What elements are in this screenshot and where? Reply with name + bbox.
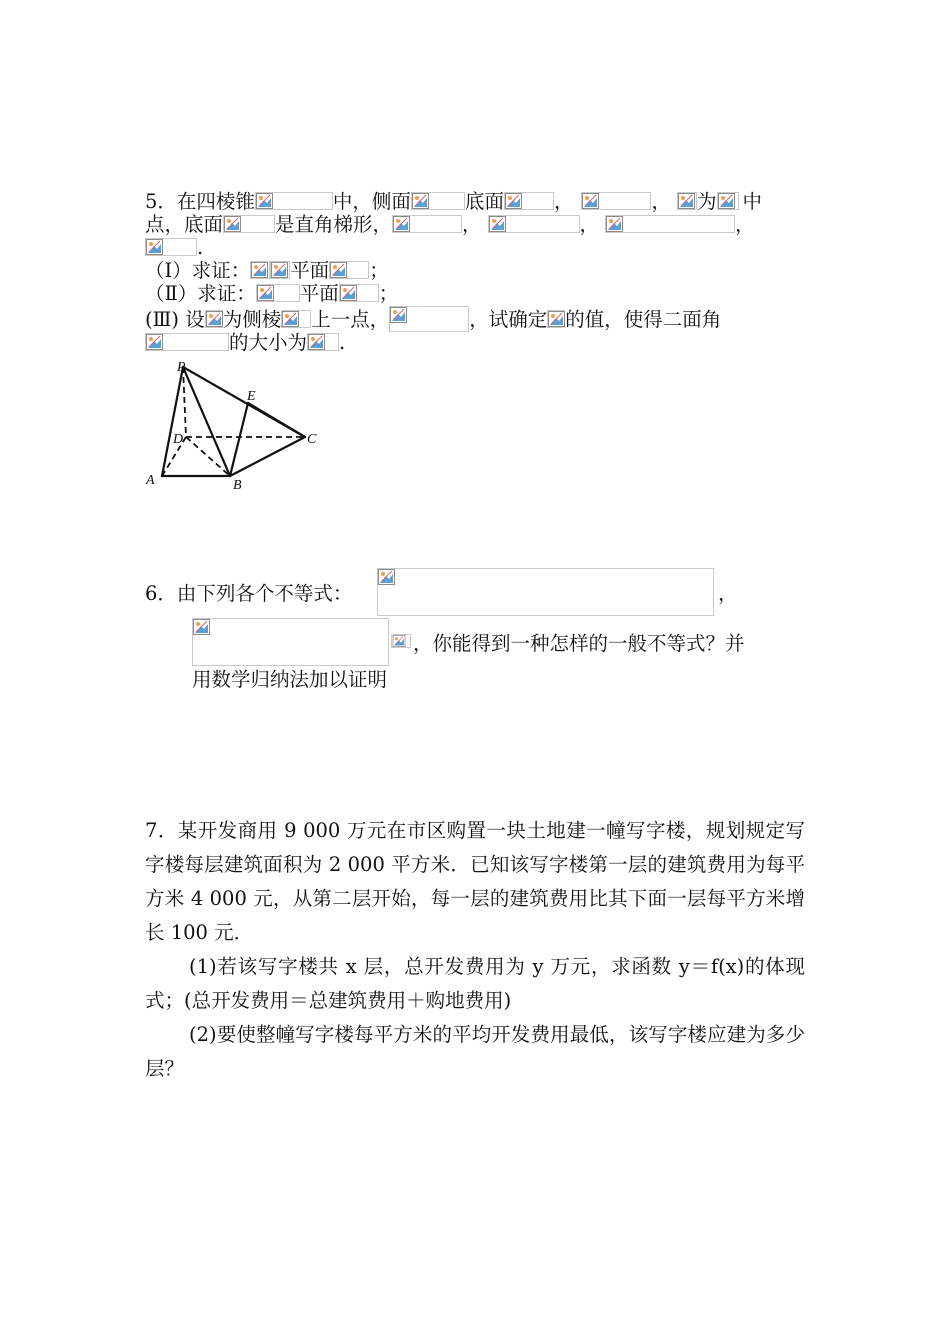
formula-image xyxy=(339,284,379,302)
broken-image-icon xyxy=(412,193,429,209)
formula-image xyxy=(270,261,290,279)
formula-image xyxy=(717,192,739,210)
problem6-line1 xyxy=(145,582,352,606)
label-P: P xyxy=(177,360,186,375)
formula-image xyxy=(192,618,389,666)
text: 中 xyxy=(742,190,763,213)
label-B: B xyxy=(233,478,242,493)
pyramid-figure xyxy=(140,355,330,495)
label-A: A xyxy=(146,473,155,488)
text: 的大小为 xyxy=(229,331,308,354)
formula-image xyxy=(281,310,311,328)
formula-image xyxy=(223,215,275,233)
text: ， xyxy=(735,213,755,236)
formula-image xyxy=(377,568,714,616)
broken-image-icon xyxy=(392,635,406,647)
problem5-part1 xyxy=(145,259,389,283)
text: ， xyxy=(553,190,574,213)
text: ，你能得到一种怎样的一般不等式？并 xyxy=(413,632,745,655)
broken-image-icon xyxy=(146,239,163,255)
formula-image xyxy=(145,333,229,351)
broken-image-icon xyxy=(146,334,163,350)
text: ； xyxy=(369,259,389,282)
text: 底面 xyxy=(464,190,504,213)
problem6-line3 xyxy=(192,668,387,692)
broken-image-icon xyxy=(256,193,273,209)
formula-image xyxy=(389,306,469,332)
text: . xyxy=(197,236,204,259)
broken-image-icon xyxy=(257,285,274,301)
broken-image-icon xyxy=(378,569,395,585)
formula-image xyxy=(605,215,735,233)
formula-image xyxy=(205,310,223,328)
problem5-line1 xyxy=(145,190,762,214)
text: 平面 xyxy=(299,282,339,305)
text: ， xyxy=(651,190,671,213)
broken-image-icon xyxy=(271,262,288,278)
broken-image-icon xyxy=(308,334,325,350)
broken-image-icon xyxy=(193,619,210,635)
broken-image-icon xyxy=(390,307,407,323)
formula-image xyxy=(581,192,651,210)
problem5-line2 xyxy=(145,213,755,237)
text: ，试确定 xyxy=(469,308,548,331)
label-E: E xyxy=(247,389,256,404)
text: ； xyxy=(378,282,399,305)
formula-image xyxy=(391,634,411,648)
broken-image-icon xyxy=(582,193,599,209)
problem7-p3: (2)要使整幢写字楼每平方米的平均开发费用最低，该写字楼应建为多少层？ xyxy=(145,1023,805,1080)
broken-image-icon xyxy=(606,216,623,232)
formula-image xyxy=(392,215,462,233)
text: 5．在四棱锥 xyxy=(145,190,255,213)
formula-image xyxy=(250,261,270,279)
broken-image-icon xyxy=(206,311,223,327)
text: ， xyxy=(579,213,600,236)
formula-image xyxy=(547,310,565,328)
formula-image xyxy=(488,215,580,233)
text: 用数学归纳法加以证明 xyxy=(192,668,388,691)
broken-image-icon xyxy=(718,193,735,209)
problem5-part3 xyxy=(145,306,721,332)
broken-image-icon xyxy=(393,216,410,232)
formula-image xyxy=(256,284,300,302)
problem5-part3b xyxy=(145,331,345,355)
broken-image-icon xyxy=(282,311,299,327)
label-C: C xyxy=(307,432,317,447)
text: 中，侧面 xyxy=(332,190,411,213)
text: （Ⅱ）求证： xyxy=(145,282,256,305)
broken-image-icon xyxy=(251,262,268,278)
problem5-part2 xyxy=(145,282,398,306)
text: ， xyxy=(462,213,482,236)
text: 是直角梯形， xyxy=(275,213,393,236)
broken-image-icon xyxy=(678,193,695,209)
text: 为侧棱 xyxy=(222,308,282,331)
problem5-line3 xyxy=(145,236,203,260)
formula-image xyxy=(677,192,697,210)
text: 为 xyxy=(696,190,717,213)
formula-image xyxy=(504,192,554,210)
broken-image-icon xyxy=(224,216,241,232)
text: （Ⅰ）求证： xyxy=(145,259,251,282)
problem7-p1: 7．某开发商用 9 000 万元在市区购置一块土地建一幢写字楼，规划规定写字楼每层建筑面积为 2 000 平方米．已知该写字楼第一层的建筑费用为每平方米 4 000 元，从第二层开始，每一层的建筑费用比其下面一层每平方米增长 100 元． xyxy=(145,819,805,944)
text: 的值，使得二面角 xyxy=(565,308,722,331)
formula-image xyxy=(411,192,465,210)
problem6-line2 xyxy=(413,632,745,656)
label-D: D xyxy=(173,432,184,447)
broken-image-icon xyxy=(330,262,347,278)
formula-image xyxy=(307,333,339,351)
text: . xyxy=(339,331,346,354)
broken-image-icon xyxy=(505,193,522,209)
text: 上一点， xyxy=(311,308,390,331)
broken-image-icon xyxy=(489,216,506,232)
formula-image xyxy=(329,261,369,279)
problem7-p2: (1)若该写字楼共 x 层，总开发费用为 y 万元，求函数 y＝f(x)的体现式；(总开发费用＝总建筑费用＋购地费用) xyxy=(145,955,805,1012)
text: ， xyxy=(718,582,738,605)
text: (Ⅲ) 设 xyxy=(145,308,205,331)
text: 6．由下列各个不等式： xyxy=(145,582,353,605)
broken-image-icon xyxy=(340,285,357,301)
formula-image xyxy=(255,192,333,210)
problem6-comma xyxy=(718,582,738,606)
text: 平面 xyxy=(290,259,330,282)
broken-image-icon xyxy=(548,311,565,327)
formula-image xyxy=(145,238,197,256)
text: 点，底面 xyxy=(145,213,224,236)
